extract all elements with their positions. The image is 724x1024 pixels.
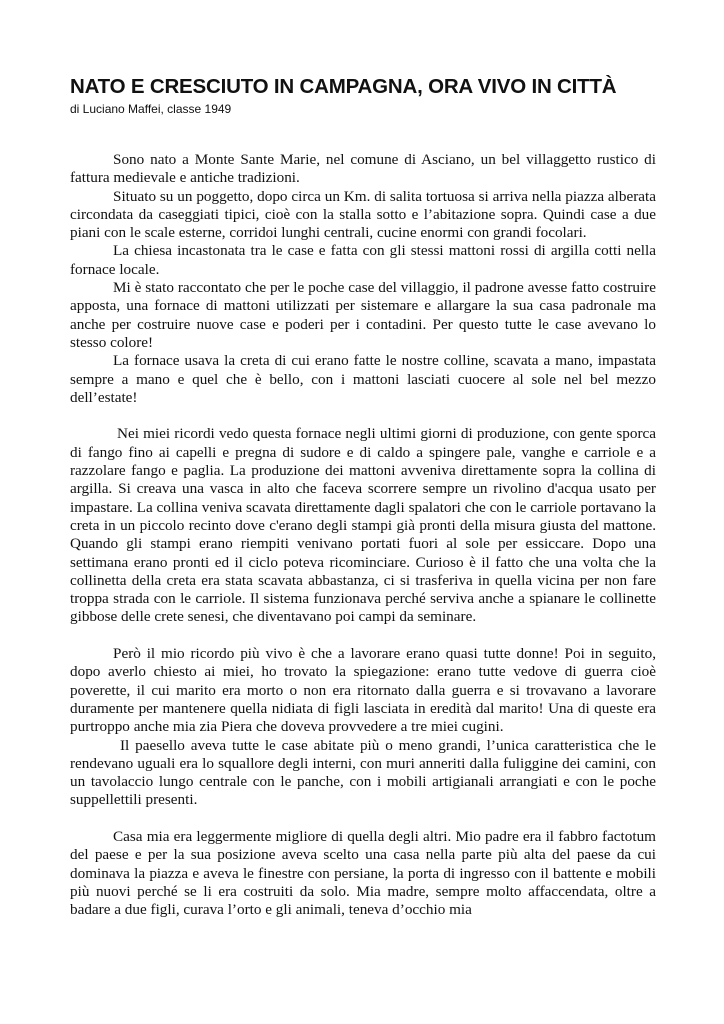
author-line: di Luciano Maffei, classe 1949 (70, 102, 232, 116)
paragraph: Sono nato a Monte Sante Marie, nel comune di Asciano, un bel villaggetto rustico di fattura medievale e antiche tradizioni. (70, 151, 656, 187)
document-body (70, 151, 656, 919)
paragraph: Nei miei ricordi vedo questa fornace negli ultimi giorni di produzione, con gente sporca di fango fino ai capelli e pregna di sudore e di caldo a spingere pale, vanghe e carriole e a razzolare fango e paglia. La produzione dei mattoni avveniva direttamente sopra la collina di argilla. Si creava una vasca in alto che faceva scorrere sempre un rivolino d'acqua usato per impastare. La collina veniva scavata direttamente dagli spalatori che con le carriole portavano la creta in un piccolo recinto dove c'erano degli stampi già pronti della misura giusta del mattone. Quando gli stampi erano riempiti venivano portati fuori al sole per essiccare. Dopo una settimana erano pronti ed il ciclo poteva ricominciare. Curioso è il fatto che una volta che la collinetta della creta era stata scavata abbastanza, ci si trasferiva in quella vicina per non fare troppa strada con le carriole. Il sistema funzionava perché serviva anche a spianare le collinette gibbose delle crete senesi, che diventavano poi campi da seminare. (70, 425, 656, 626)
document-title: NATO E CRESCIUTO IN CAMPAGNA, ORA VIVO IN CITTÀ (70, 75, 617, 98)
paragraph: Il paesello aveva tutte le case abitate più o meno grandi, l’unica caratteristica che le rendevano uguali era lo squallore degli interni, con muri anneriti dalla fuliggine dei camini, con un tavolaccio lungo centrale con le panche, con i mobili artigianali arrangiati e con le poche suppellettili presenti. (70, 736, 656, 809)
paragraph: Però il mio ricordo più vivo è che a lavorare erano quasi tutte donne! Poi in seguito, dopo averlo chiesto ai miei, ho trovato la spiegazione: erano tutte vedove di guerra cioè poverette, il cui marito era morto o non era ritornato dalla guerra e si trovavano a lavorare duramente per mantenere quella nidiata di figli lasciata in eredità dal marito! Una di queste era purtroppo anche mia zia Piera che doveva provvedere a tre miei cugini. (70, 645, 656, 736)
paragraph: Situato su un poggetto, dopo circa un Km. di salita tortuosa si arriva nella piazza alberata circondata da caseggiati tipici, cioè con la stalla sotto e l’abitazione sopra. Quindi case a due piani con le scale esterne, corridoi lunghi centrali, cucine enormi con grandi focolari. (70, 187, 656, 242)
paragraph: Casa mia era leggermente migliore di quella degli altri. Mio padre era il fabbro factotum del paese e per la sua posizione aveva scelto una casa nella parte più alta del paese da cui dominava la piazza e aveva le finestre con persiane, la porta di ingresso con il battente e mobili più nuovi perché se li era costruiti da solo. Mia madre, sempre molto affaccendata, oltre a badare a due figli, curava l’orto e gli animali, teneva d’occhio mia (70, 827, 656, 919)
paragraph: La fornace usava la creta di cui erano fatte le nostre colline, scavata a mano, impastata sempre a mano e quel che è bello, con i mattoni lasciati cuocere al sole nel bel mezzo dell’estate! (70, 352, 656, 406)
paragraph: La chiesa incastonata tra le case e fatta con gli stessi mattoni rossi di argilla cotti nella fornace locale. (70, 242, 656, 278)
paragraph: Mi è stato raccontato che per le poche case del villaggio, il padrone avesse fatto costruire apposta, una fornace di mattoni utilizzati per sistemare e allargare la sua casa padronale ma anche per costruire nuove case e poderi per i contadini. Per questo tutte le case avevano lo stesso colore! (70, 279, 656, 351)
